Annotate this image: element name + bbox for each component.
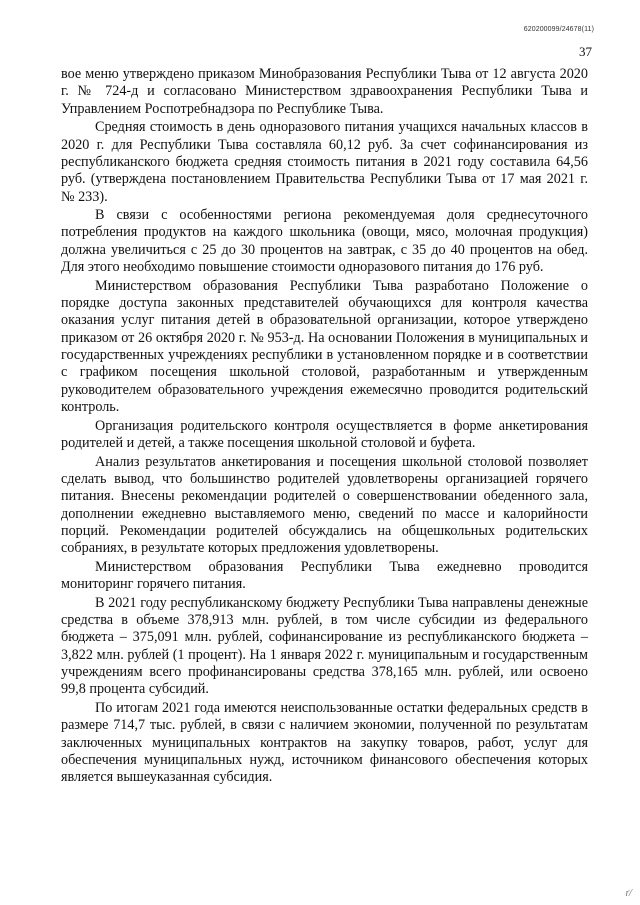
document-code: 620200099/24678(11): [523, 26, 594, 33]
paragraph-consumption-share: В связи с особенностями региона рекомендуемая доля среднесуточного потребления продуктов на каждого школьника (овощи, мясо, молочная продукция) должна увеличиться с 25 до 30 процентов на завтрак, с 35 до 40 процентов на обед. Для этого необходимо повышение стоимости одноразового питания до 176 руб.: [61, 207, 588, 276]
paragraph-funding-2021: В 2021 году республиканскому бюджету Республики Тыва направлены денежные средства в объеме 378,913 млн. рублей, в том числе субсидии из федерального бюджета – 375,091 млн. рублей, софинансирование из республиканского бюджета – 3,822 млн. рублей (1 процент). На 1 января 2022 г. муниципальным и государственным учреждениям всего профинансированы средства 378,165 млн. рублей, или освоено 99,8 процента субсидий.: [61, 594, 588, 698]
paragraph-parental-access: Министерством образования Республики Тыва разработано Положение о порядке доступа законных представителей обучающихся для контроля качества оказания услуг питания детей в образовательной организации, которое утверждено приказом от 26 октября 2020 г. № 953-д. На основании Положения в муниципальных и государственных учреждениях республики в установленном порядке и в соответствии с графиком посещения школьной столовой, разработанным и утвержденным руководителем образовательного учреждения ежемесячно проводится родительский контроль.: [61, 277, 588, 416]
handwritten-mark: ґ/: [625, 887, 632, 899]
paragraph-unused-balance: По итогам 2021 года имеются неиспользованные остатки федеральных средств в размере 714,7 тыс. рублей, в связи с наличием экономии, полученной по результатам заключенных муниципальных контрактов на закупку товаров, работ, услуг для обеспечения муниципальных нужд, источником финансового обеспечения которых является вышеуказанная субсидия.: [61, 699, 588, 786]
paragraph-meal-cost: Средняя стоимость в день одноразового питания учащихся начальных классов в 2020 г. для Республики Тыва составляла 60,12 руб. За счет софинансирования из республиканского бюджета средняя стоимость питания в 2021 году составила 64,56 руб. (утверждена постановлением Правительства Республики Тыва от 17 мая 2021 г. № 233).: [61, 119, 588, 205]
paragraph-monitoring: Министерством образования Республики Тыва ежедневно проводится мониторинг горячего питания.: [61, 558, 588, 593]
page-number: 37: [579, 44, 592, 59]
paragraph-continuation: вое меню утверждено приказом Минобразования Республики Тыва от 12 августа 2020 г. № 724-д и согласовано Министерством здравоохранения Республики Тыва и Управлением Роспотребнадзора по Республике Тыва.: [61, 66, 588, 117]
paragraph-survey-analysis: Анализ результатов анкетирования и посещения школьной столовой позволяет сделать вывод, что большинство родителей удовлетворены организацией горячего питания. Внесены рекомендации родителей о совершенствовании обеденного зала, дополнении ежедневно выставляемого меню, сведений по массе и калорийности порций. Рекомендации родителей обсуждались на общешкольных родительских собраниях, в результате которых предложения удовлетворены.: [61, 453, 588, 557]
document-body: [61, 66, 588, 788]
paragraph-control-form: Организация родительского контроля осуществляется в форме анкетирования родителей и детей, а также посещения школьной столовой и буфета.: [61, 417, 588, 451]
